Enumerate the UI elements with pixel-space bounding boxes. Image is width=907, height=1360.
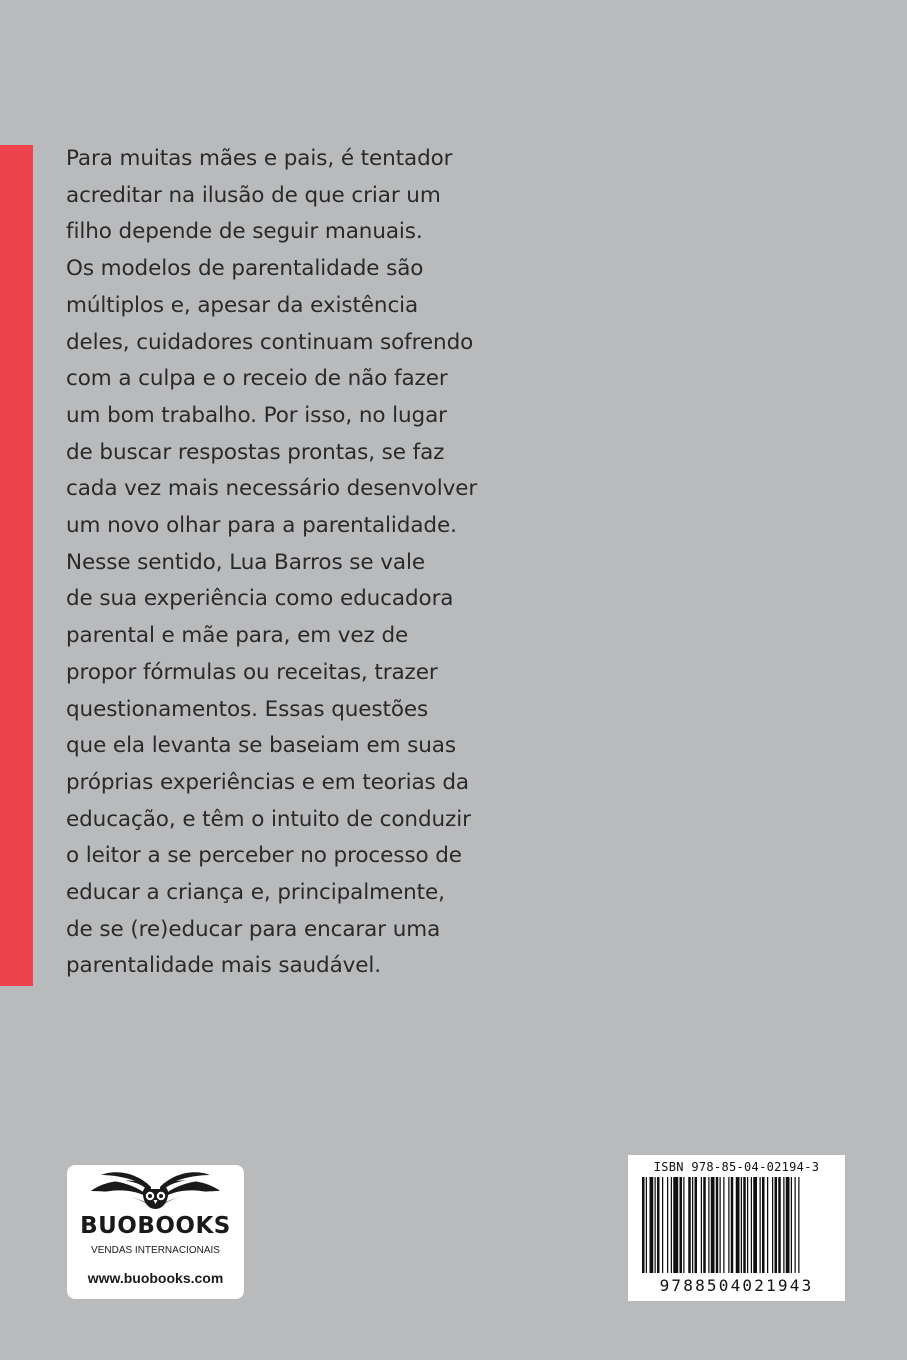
blurb-line: cada vez mais necessário desenvolver <box>66 476 478 502</box>
blurb-line: educar a criança e, principalmente, <box>66 880 445 906</box>
barcode-bar <box>650 1177 654 1273</box>
blurb-line: Nesse sentido, Lua Barros se vale <box>66 549 425 575</box>
barcode-bar <box>701 1177 702 1273</box>
barcode-bar <box>736 1177 740 1273</box>
barcode-bar <box>753 1177 757 1273</box>
blurb-line: deles, cuidadores continuam sofrendo <box>66 329 474 355</box>
blurb-line: que ela levanta se baseiam em suas <box>66 733 456 759</box>
owl-icon <box>89 1169 222 1213</box>
publisher-name: BUOBOOKS <box>80 1213 231 1239</box>
isbn-label: ISBN 978-85-04-02194-3 <box>653 1160 820 1174</box>
barcode-bar <box>783 1177 784 1273</box>
blurb-line: de buscar respostas prontas, se faz <box>66 439 445 465</box>
accent-bar <box>0 145 33 986</box>
blurb-line: parental e mãe para, em vez de <box>66 623 409 649</box>
blurb-line: questionamentos. Essas questões <box>66 696 429 722</box>
blurb-line: um novo olhar para a parentalidade. <box>66 513 457 539</box>
barcode-bar <box>795 1177 796 1273</box>
barcode-digits: 9788504021943 <box>659 1276 814 1295</box>
blurb-line: de se (re)educar para encarar uma <box>66 916 441 942</box>
barcode-bar <box>692 1177 693 1273</box>
barcode-bar <box>791 1177 792 1273</box>
barcode-bar <box>662 1177 663 1273</box>
blurb-line: Para muitas mães e pais, é tentador <box>66 146 453 171</box>
barcode-bar <box>762 1177 765 1273</box>
barcode-bar <box>695 1177 698 1273</box>
barcode-bar <box>747 1177 748 1273</box>
barcode-bar <box>760 1177 761 1273</box>
barcode-bar <box>723 1177 724 1273</box>
barcode-bar <box>786 1177 790 1273</box>
barcode-bar <box>711 1177 715 1273</box>
barcode-bar <box>741 1177 742 1273</box>
blurb-line: parentalidade mais saudável. <box>66 953 382 979</box>
blurb-line: de sua experiência como educadora <box>66 586 454 612</box>
barcode-bar <box>680 1177 683 1273</box>
barcode-bar <box>767 1177 768 1273</box>
barcode-bar <box>772 1177 773 1273</box>
barcode-bar <box>778 1177 781 1273</box>
blurb-line: o leitor a se perceber no processo de <box>66 843 462 869</box>
barcode-bar <box>646 1177 647 1273</box>
barcode-bar <box>716 1177 719 1273</box>
barcode-bar <box>728 1177 729 1273</box>
barcode-bar <box>671 1177 672 1273</box>
blurb-line: filho depende de seguir manuais. <box>66 219 423 245</box>
publisher-tagline: VENDAS INTERNACIONAIS <box>91 1245 220 1256</box>
barcode-bar <box>751 1177 752 1273</box>
blurb-line: Os modelos de parentalidade são <box>66 256 424 282</box>
blurb-line: com a culpa e o receio de não fazer <box>66 366 448 392</box>
publisher-url: www.buobooks.com <box>87 1270 224 1286</box>
barcode-bar <box>642 1177 645 1273</box>
blurb-line: educação, e têm o intuito de conduzir <box>66 806 471 832</box>
barcode-bar <box>775 1177 778 1273</box>
barcode-bar <box>688 1177 691 1273</box>
barcode-bar <box>720 1177 721 1273</box>
blurb-line: propor fórmulas ou receitas, trazer <box>66 659 438 685</box>
barcode-bar <box>708 1177 709 1273</box>
blurb-line: um bom trabalho. Por isso, no lugar <box>66 402 447 428</box>
barcode-bar <box>703 1177 706 1273</box>
blurb-line: múltiplos e, apesar da existência <box>66 292 419 318</box>
barcode-bar <box>683 1177 684 1273</box>
back-cover-blurb <box>66 141 506 985</box>
barcode-bars <box>640 1177 835 1277</box>
barcode-bar <box>655 1177 656 1273</box>
barcode-bar <box>743 1177 746 1273</box>
barcode-bar <box>657 1177 660 1273</box>
barcode-bar <box>673 1177 678 1273</box>
blurb-line: próprias experiências e em teorias da <box>66 769 469 795</box>
barcode-bar <box>667 1177 668 1273</box>
blurb-line: acreditar na ilusão de que criar um <box>66 182 441 208</box>
publisher-logo <box>67 1165 244 1299</box>
barcode-bar <box>731 1177 734 1273</box>
isbn-barcode <box>628 1155 845 1301</box>
barcode-bar <box>798 1177 799 1273</box>
